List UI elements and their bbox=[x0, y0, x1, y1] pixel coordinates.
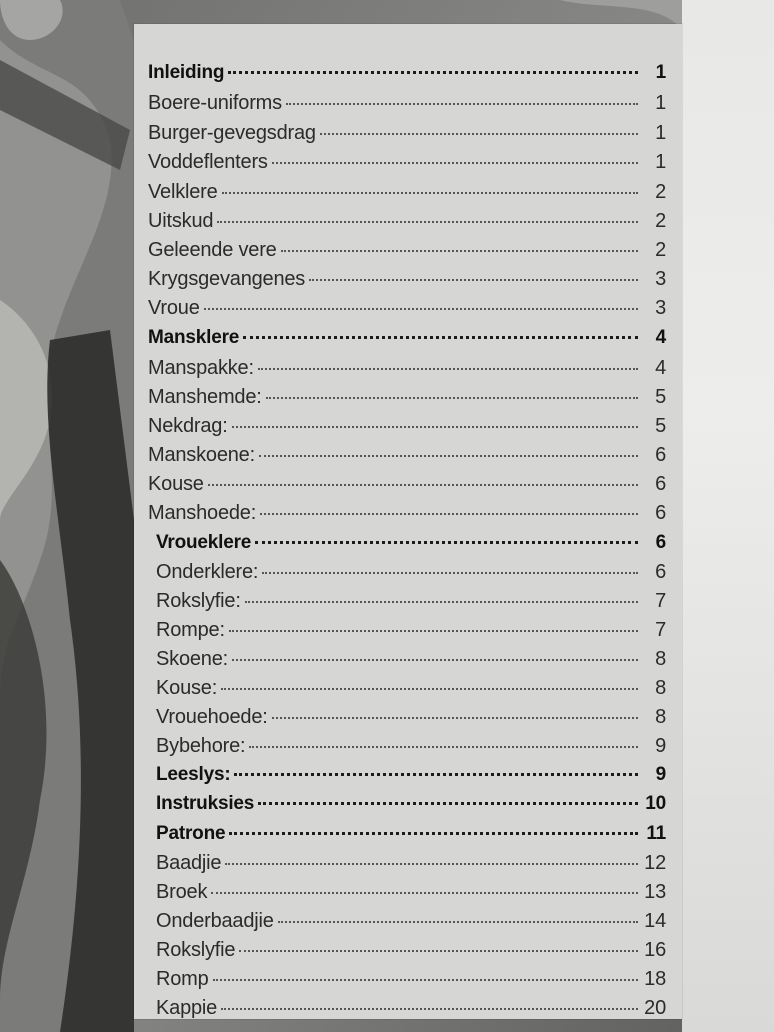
toc-entry-label: Manspakke: bbox=[148, 357, 254, 379]
dot-leader bbox=[259, 455, 638, 457]
toc-entry bbox=[148, 297, 666, 320]
toc-entry-page-number: 2 bbox=[655, 239, 666, 261]
toc-entry bbox=[156, 590, 666, 613]
toc-entry-label: Rokslyfie bbox=[156, 939, 236, 961]
toc-entry-label: Patrone bbox=[156, 823, 226, 844]
toc-entry-page-number: 3 bbox=[655, 297, 666, 319]
dot-leader bbox=[217, 221, 638, 223]
toc-entry-page-number: 10 bbox=[645, 793, 666, 814]
toc-entry-label: Kouse: bbox=[156, 677, 218, 699]
toc-entry-page-number: 3 bbox=[655, 268, 666, 290]
dot-leader bbox=[204, 308, 638, 310]
toc-entry bbox=[156, 939, 666, 962]
dot-leader bbox=[213, 979, 638, 981]
toc-entry-page-number: 2 bbox=[655, 181, 666, 203]
toc-entry-label: Velklere bbox=[148, 181, 218, 203]
dot-leader bbox=[232, 426, 638, 428]
toc-entry-label: Vroueklere bbox=[156, 532, 252, 553]
toc-entry-label: Manskoene: bbox=[148, 444, 255, 466]
toc-entry-page-number: 6 bbox=[655, 561, 666, 583]
toc-entry bbox=[148, 386, 666, 409]
toc-entry bbox=[156, 706, 666, 729]
toc-entry-label: Nekdrag: bbox=[148, 415, 228, 437]
toc-entry-label: Onderklere: bbox=[156, 561, 259, 583]
dot-leader bbox=[258, 368, 638, 370]
toc-entry bbox=[148, 473, 666, 496]
toc-entry-page-number: 16 bbox=[644, 939, 666, 961]
dot-leader bbox=[255, 541, 638, 544]
toc-entry bbox=[156, 852, 666, 875]
toc-entry bbox=[148, 357, 666, 380]
toc-entry-page-number: 5 bbox=[655, 386, 666, 408]
toc-entry bbox=[156, 677, 666, 700]
toc-entry-page-number: 12 bbox=[644, 852, 666, 874]
toc-entry bbox=[148, 210, 666, 233]
toc-entry-page-number: 11 bbox=[646, 823, 666, 844]
toc-entry-page-number: 9 bbox=[655, 764, 666, 785]
toc-entry bbox=[148, 327, 666, 349]
toc-entry-label: Rompe: bbox=[156, 619, 225, 641]
toc-entry bbox=[148, 122, 666, 145]
toc-entry-page-number: 9 bbox=[655, 735, 666, 757]
toc-entry-label: Onderbaadjie bbox=[156, 910, 274, 932]
toc-entry bbox=[156, 532, 666, 554]
toc-entry bbox=[148, 415, 666, 438]
toc-entry-page-number: 7 bbox=[655, 619, 666, 641]
toc-entry bbox=[148, 268, 666, 291]
toc-entry bbox=[156, 968, 666, 991]
toc-entry-label: Uitskud bbox=[148, 210, 214, 232]
toc-entry bbox=[156, 619, 666, 642]
dot-leader bbox=[222, 192, 638, 194]
toc-entry-page-number: 1 bbox=[655, 122, 666, 144]
toc-entry-page-number: 8 bbox=[655, 706, 666, 728]
toc-entry-label: Manshoede: bbox=[148, 502, 257, 524]
toc-entry-page-number: 14 bbox=[644, 910, 666, 932]
dot-leader bbox=[281, 250, 638, 252]
toc-entry-page-number: 20 bbox=[644, 997, 666, 1019]
dot-leader bbox=[258, 802, 638, 805]
toc-entry-label: Mansklere bbox=[148, 327, 240, 348]
toc-entry-label: Burger-gevegsdrag bbox=[148, 122, 316, 144]
toc-entry-label: Voddeflenters bbox=[148, 151, 268, 173]
toc-entry-page-number: 8 bbox=[655, 648, 666, 670]
toc-entry bbox=[148, 502, 666, 525]
toc-entry-label: Inleiding bbox=[148, 62, 225, 83]
toc-entry bbox=[148, 62, 666, 84]
toc-entry bbox=[148, 239, 666, 262]
dot-leader bbox=[211, 892, 638, 894]
toc-list bbox=[134, 24, 682, 1019]
dot-leader bbox=[262, 572, 638, 574]
dot-leader bbox=[232, 659, 638, 661]
toc-entry-page-number: 4 bbox=[655, 357, 666, 379]
toc-entry-label: Geleende vere bbox=[148, 239, 277, 261]
toc-entry bbox=[156, 764, 666, 786]
dot-leader bbox=[286, 103, 638, 105]
toc-entry bbox=[156, 648, 666, 671]
toc-entry-page-number: 1 bbox=[655, 92, 666, 114]
dot-leader bbox=[260, 513, 638, 515]
toc-entry-label: Vroue bbox=[148, 297, 200, 319]
dot-leader bbox=[272, 717, 638, 719]
dot-leader bbox=[278, 921, 638, 923]
toc-entry bbox=[148, 92, 666, 115]
toc-entry-page-number: 1 bbox=[655, 62, 666, 83]
dot-leader bbox=[245, 601, 638, 603]
toc-entry-page-number: 8 bbox=[655, 677, 666, 699]
dot-leader bbox=[221, 688, 638, 690]
toc-entry-label: Baadjie bbox=[156, 852, 222, 874]
dot-leader bbox=[309, 279, 638, 281]
dot-leader bbox=[266, 397, 638, 399]
toc-entry-page-number: 6 bbox=[655, 502, 666, 524]
toc-entry-page-number: 13 bbox=[644, 881, 666, 903]
toc-entry bbox=[156, 735, 666, 758]
toc-entry bbox=[156, 997, 666, 1020]
toc-entry bbox=[148, 444, 666, 467]
toc-entry-label: Bybehore: bbox=[156, 735, 246, 757]
dot-leader bbox=[249, 746, 638, 748]
dot-leader bbox=[208, 484, 638, 486]
toc-entry-page-number: 5 bbox=[655, 415, 666, 437]
toc-entry bbox=[148, 151, 666, 174]
toc-entry-label: Manshemde: bbox=[148, 386, 262, 408]
toc-entry bbox=[156, 881, 666, 904]
toc-entry-label: Krygsgevangenes bbox=[148, 268, 306, 290]
toc-entry-label: Leeslys: bbox=[156, 764, 231, 785]
toc-entry bbox=[156, 910, 666, 933]
toc-entry-page-number: 7 bbox=[655, 590, 666, 612]
toc-entry-label: Skoene: bbox=[156, 648, 228, 670]
toc-entry-label: Instruksies bbox=[156, 793, 255, 814]
toc-entry bbox=[156, 561, 666, 584]
dot-leader bbox=[229, 832, 638, 835]
toc-entry-page-number: 6 bbox=[655, 532, 666, 553]
toc-entry-label: Broek bbox=[156, 881, 208, 903]
dot-leader bbox=[243, 336, 638, 339]
dot-leader bbox=[228, 71, 638, 74]
toc-entry-label: Kouse bbox=[148, 473, 204, 495]
toc-entry-label: Kappie bbox=[156, 997, 218, 1019]
toc-entry bbox=[148, 181, 666, 204]
dot-leader bbox=[221, 1008, 638, 1010]
toc-entry bbox=[156, 793, 666, 815]
toc-entry-page-number: 2 bbox=[655, 210, 666, 232]
toc-entry-label: Rokslyfie: bbox=[156, 590, 241, 612]
dot-leader bbox=[234, 773, 638, 776]
toc-entry bbox=[156, 823, 666, 845]
toc-entry-page-number: 4 bbox=[655, 327, 666, 348]
dot-leader bbox=[229, 630, 638, 632]
toc-entry-label: Romp bbox=[156, 968, 209, 990]
toc-entry-page-number: 1 bbox=[655, 151, 666, 173]
dot-leader bbox=[272, 162, 638, 164]
table-of-contents-panel bbox=[134, 24, 682, 1019]
dot-leader bbox=[239, 950, 638, 952]
toc-entry-label: Vrouehoede: bbox=[156, 706, 268, 728]
dot-leader bbox=[225, 863, 638, 865]
dot-leader bbox=[320, 133, 638, 135]
toc-entry-label: Boere-uniforms bbox=[148, 92, 282, 114]
toc-entry-page-number: 6 bbox=[655, 444, 666, 466]
toc-entry-page-number: 6 bbox=[655, 473, 666, 495]
toc-entry-page-number: 18 bbox=[644, 968, 666, 990]
